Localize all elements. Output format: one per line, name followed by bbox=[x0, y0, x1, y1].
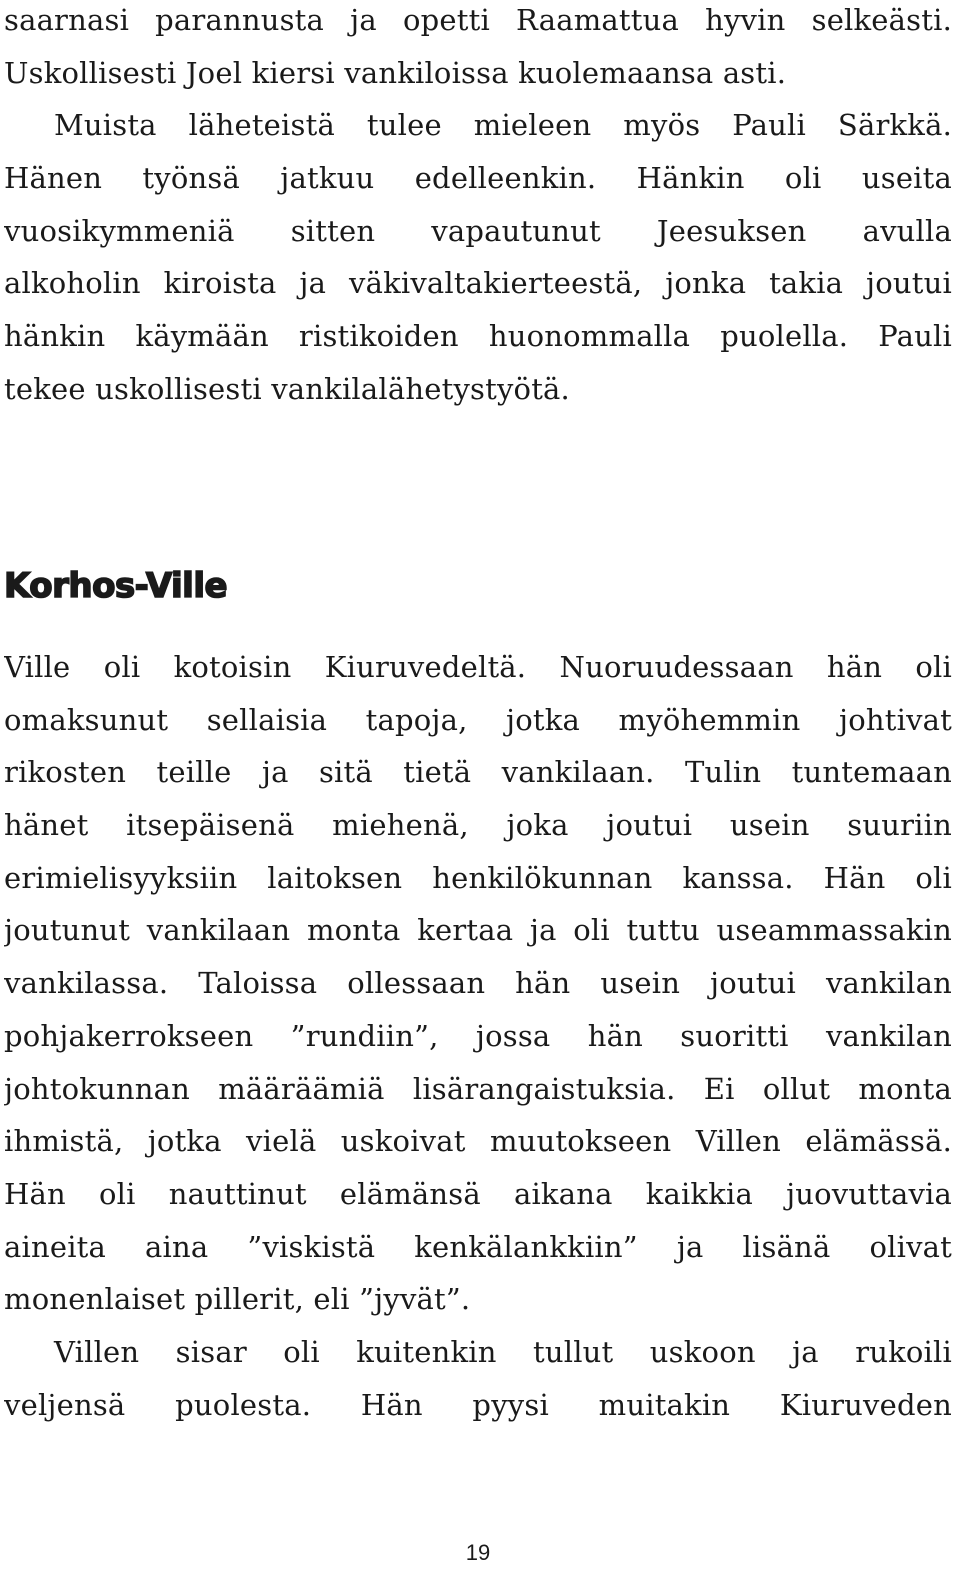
text-line: Ville oli kotoisin Kiuruvedeltä. Nuoruudessaan hän oli bbox=[4, 650, 952, 684]
text-line: monenlaiset pillerit, eli ”jyvät”. bbox=[4, 1282, 471, 1317]
text-line: Hän oli nauttinut elämänsä aikana kaikkia juovuttavia bbox=[4, 1176, 952, 1211]
text-line: erimielisyyksiin laitoksen henkilökunnan kanssa. Hän oli bbox=[4, 860, 952, 895]
text-line: vankilassa. Taloissa ollessaan hän usein joutui vankilan bbox=[4, 966, 952, 1001]
text-line: Muista läheteistä tulee mieleen myös Pauli Särkkä. bbox=[54, 108, 952, 143]
text-line: saarnasi parannusta ja opetti Raamattua hyvin selkeästi. bbox=[4, 3, 952, 37]
text-line: ihmistä, jotka vielä uskoivat muutokseen Villen elämässä. bbox=[4, 1124, 952, 1159]
text-line: Hänen työnsä jatkuu edelleenkin. Hänkin oli useita bbox=[4, 161, 952, 196]
text-line: rikosten teille ja sitä tietä vankilaan. Tulin tuntemaan bbox=[4, 755, 952, 790]
text-line: Uskollisesti Joel kiersi vankiloissa kuolemaansa asti. bbox=[4, 55, 787, 90]
page-number: 19 bbox=[465, 1540, 491, 1565]
text-line: pohjakerrokseen ”rundiin”, jossa hän suoritti vankilan bbox=[4, 1018, 952, 1053]
section-heading: Korhos-Ville bbox=[4, 566, 228, 606]
text-line: omaksunut sellaisia tapoja, jotka myöhemmin johtivat bbox=[4, 702, 952, 737]
text-line: aineita aina ”viskistä kenkälankkiin” ja lisänä olivat bbox=[4, 1229, 952, 1264]
text-line: veljensä puolesta. Hän pyysi muitakin Kiuruveden bbox=[4, 1387, 952, 1422]
text-line: tekee uskollisesti vankilalähetystyötä. bbox=[4, 371, 570, 406]
text-line: johtokunnan määräämiä lisärangaistuksia. Ei ollut monta bbox=[4, 1071, 952, 1106]
text-line: vuosikymmeniä sitten vapautunut Jeesuksen avulla bbox=[4, 213, 952, 248]
section-text-block bbox=[4, 641, 952, 1431]
text-line: hänkin käymään ristikoiden huonommalla puolella. Pauli bbox=[4, 319, 952, 354]
text-line: alkoholin kiroista ja väkivaltakierteestä, jonka takia joutui bbox=[4, 266, 952, 301]
text-line: hänet itsepäisenä miehenä, joka joutui usein suuriin bbox=[4, 808, 952, 843]
text-line: Villen sisar oli kuitenkin tullut uskoon ja rukoili bbox=[54, 1334, 952, 1369]
intro-text-block bbox=[4, 0, 952, 416]
text-line: joutunut vankilaan monta kertaa ja oli tuttu useammassakin bbox=[4, 913, 952, 948]
